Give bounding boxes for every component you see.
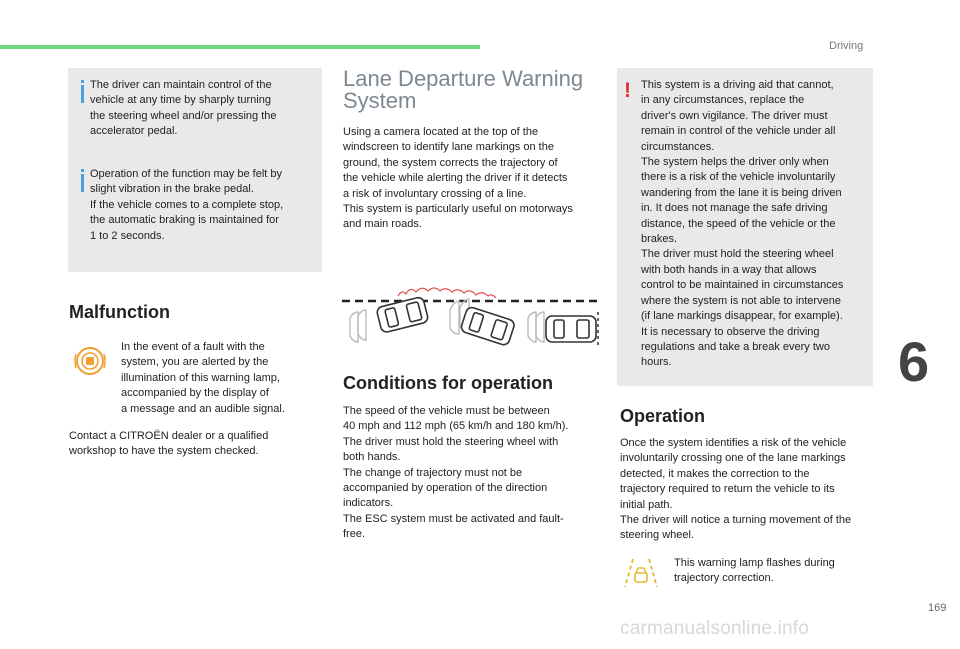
chapter-number: 6 xyxy=(898,330,930,393)
warning-exclamation-icon: ! xyxy=(624,79,631,102)
info-icon xyxy=(81,85,84,103)
operation-heading: Operation xyxy=(620,406,706,426)
section-label: Driving xyxy=(829,40,864,52)
watermark: carmanualsonline.info xyxy=(620,618,810,639)
conditions-text: The speed of the vehicle must be between 40 mph and 112 mph (65 km/h and 180 km/h). The driver must hold the steering wheel with both hands. The change of trajectory must not be accompanied by operation of the direction indicators. The ESC system must be activated and fault- free. xyxy=(343,405,569,541)
page-number: 169 xyxy=(928,602,947,614)
lane-warning-lamp-icon xyxy=(73,344,107,378)
malfunction-text: In the event of a fault with the system, you are alerted by the illumination of this warning lamp, accompanied by the display of a message and an audible signal. xyxy=(121,341,285,415)
malfunction-heading: Malfunction xyxy=(69,302,170,322)
contact-dealer-text: Contact a CITROËN dealer or a qualified workshop to have the system checked. xyxy=(69,430,269,458)
lane-departure-title: Lane Departure Warning System xyxy=(343,66,584,113)
header-accent-bar xyxy=(0,45,480,49)
info-note-control: The driver can maintain control of the vehicle at any time by sharply turning the steering wheel and/or pressing the accelerator pedal. xyxy=(90,79,277,138)
lamp-flash-text: This warning lamp flashes during trajectory correction. xyxy=(674,557,835,585)
info-note-vibration: Operation of the function may be felt by slight vibration in the brake pedal. If the vehicle comes to a complete stop, the automatic braking is maintained for 1 to 2 seconds. xyxy=(90,168,284,242)
warning-text: This system is a driving aid that cannot, in any circumstances, replace the driver's own vigilance. The driver must remain in control of the vehicle under all circumstances. The system helps the driver only when there is a risk of the vehicle involuntarily wandering from the lane it is being driven in. It does not manage the safe driving distance, the speed of the vehicle or the brakes. The driver must hold the steering wheel with both hands in a way that allows control to be maintained in circumstances where the system is not able to intervene (if lane markings disappear, for example). It is necessary to observe the driving regulations and take a break every two hours. xyxy=(641,79,844,369)
lane-departure-intro: Using a camera located at the top of the windscreen to identify lane markings on the ground, the system corrects the trajectory of the vehicle while alerting the driver if it detects a risk of involuntary crossing of a line. This system is particularly useful on motorways and main roads. xyxy=(343,126,573,231)
info-icon xyxy=(81,174,84,192)
conditions-heading: Conditions for operation xyxy=(343,373,553,393)
lane-assist-lamp-icon xyxy=(624,558,658,588)
operation-text: Once the system identifies a risk of the vehicle involuntarily crossing one of the lane markings detected, it makes the correction to the trajectory required to return the vehicle to its initial path. The driver will notice a turning movement of the steering wheel. xyxy=(620,437,852,542)
lane-correction-diagram xyxy=(340,282,602,350)
